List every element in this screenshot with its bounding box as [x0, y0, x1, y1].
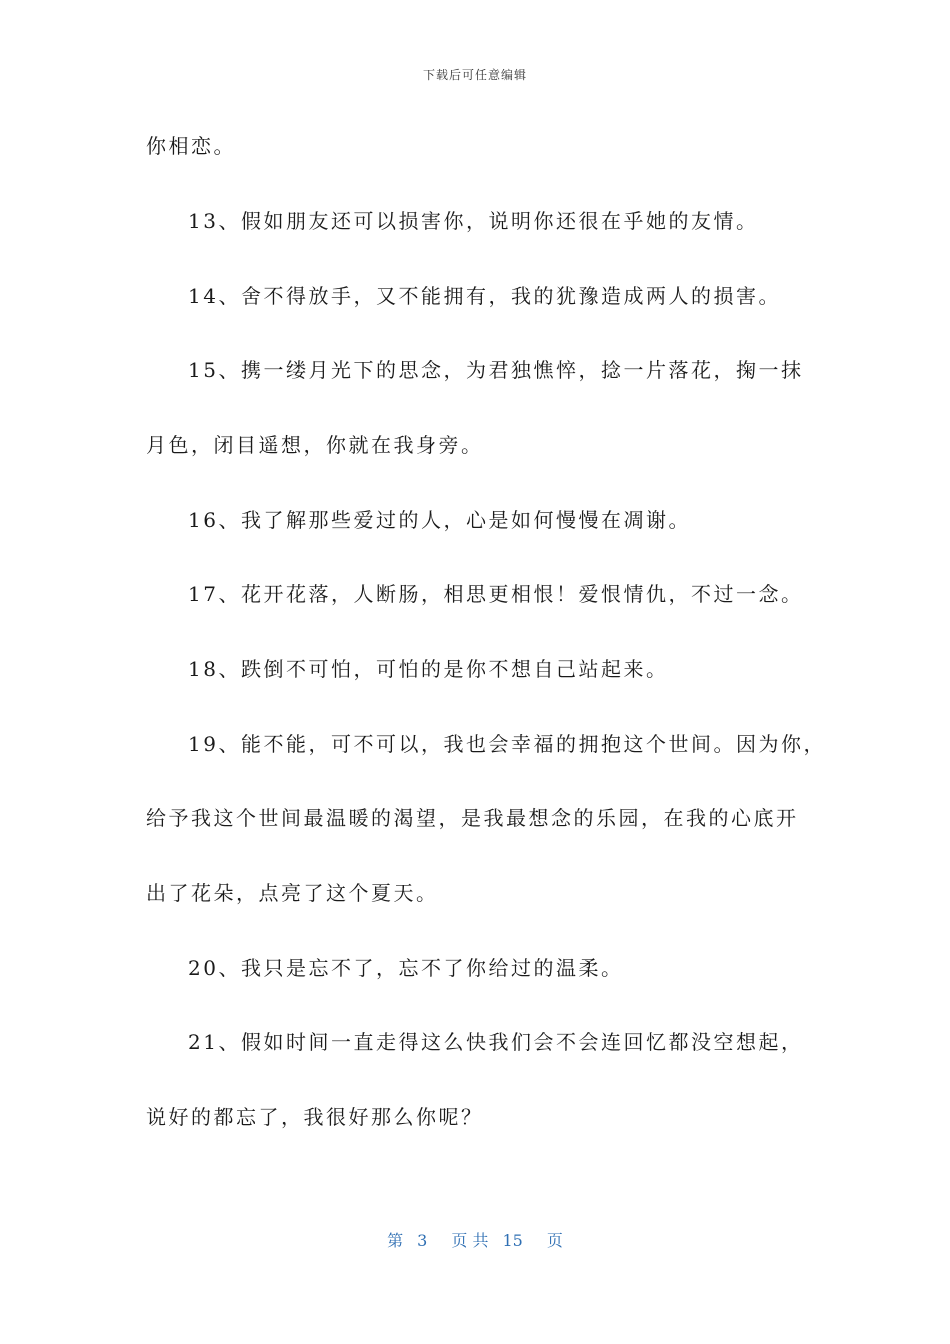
text-line: 21、假如时间一直走得这么快我们会不会连回忆都没空想起，: [188, 1030, 804, 1054]
text-line: 17、花开花落，人断肠，相思更相恨！爱恨情仇，不过一念。: [188, 582, 804, 606]
header-note: 下载后可任意编辑: [422, 68, 527, 82]
footer-middle: 页 共: [451, 1231, 489, 1250]
text-line: 18、跌倒不可怕，可怕的是你不想自己站起来。: [188, 657, 669, 681]
text-line: 给予我这个世间最温暖的渴望，是我最想念的乐园，在我的心底开: [146, 806, 799, 830]
text-line: 月色，闭目遥想，你就在我身旁。: [146, 433, 484, 457]
text-line: 说好的都忘了，我很好那么你呢？: [146, 1105, 484, 1129]
page-footer: [0, 1228, 950, 1251]
footer-suffix: 页: [546, 1231, 563, 1250]
text-line: 19、能不能，可不可以，我也会幸福的拥抱这个世间。因为你，: [188, 732, 826, 756]
text-line: 你相恋。: [146, 134, 236, 158]
text-line: 出了花朵，点亮了这个夏天。: [146, 881, 439, 905]
footer-current-page: 3: [417, 1231, 428, 1250]
text-line: 15、携一缕月光下的思念，为君独憔悴，捻一片落花，掬一抹: [188, 358, 804, 382]
text-line: 14、舍不得放手，又不能拥有，我的犹豫造成两人的损害。: [188, 284, 781, 308]
text-line: 16、我了解那些爱过的人，心是如何慢慢在凋谢。: [188, 508, 691, 532]
text-line: 13、假如朋友还可以损害你，说明你还很在乎她的友情。: [188, 209, 759, 233]
footer-prefix: 第: [387, 1231, 404, 1250]
text-line: 20、我只是忘不了，忘不了你给过的温柔。: [188, 956, 624, 980]
footer-total-pages: 15: [502, 1231, 523, 1250]
